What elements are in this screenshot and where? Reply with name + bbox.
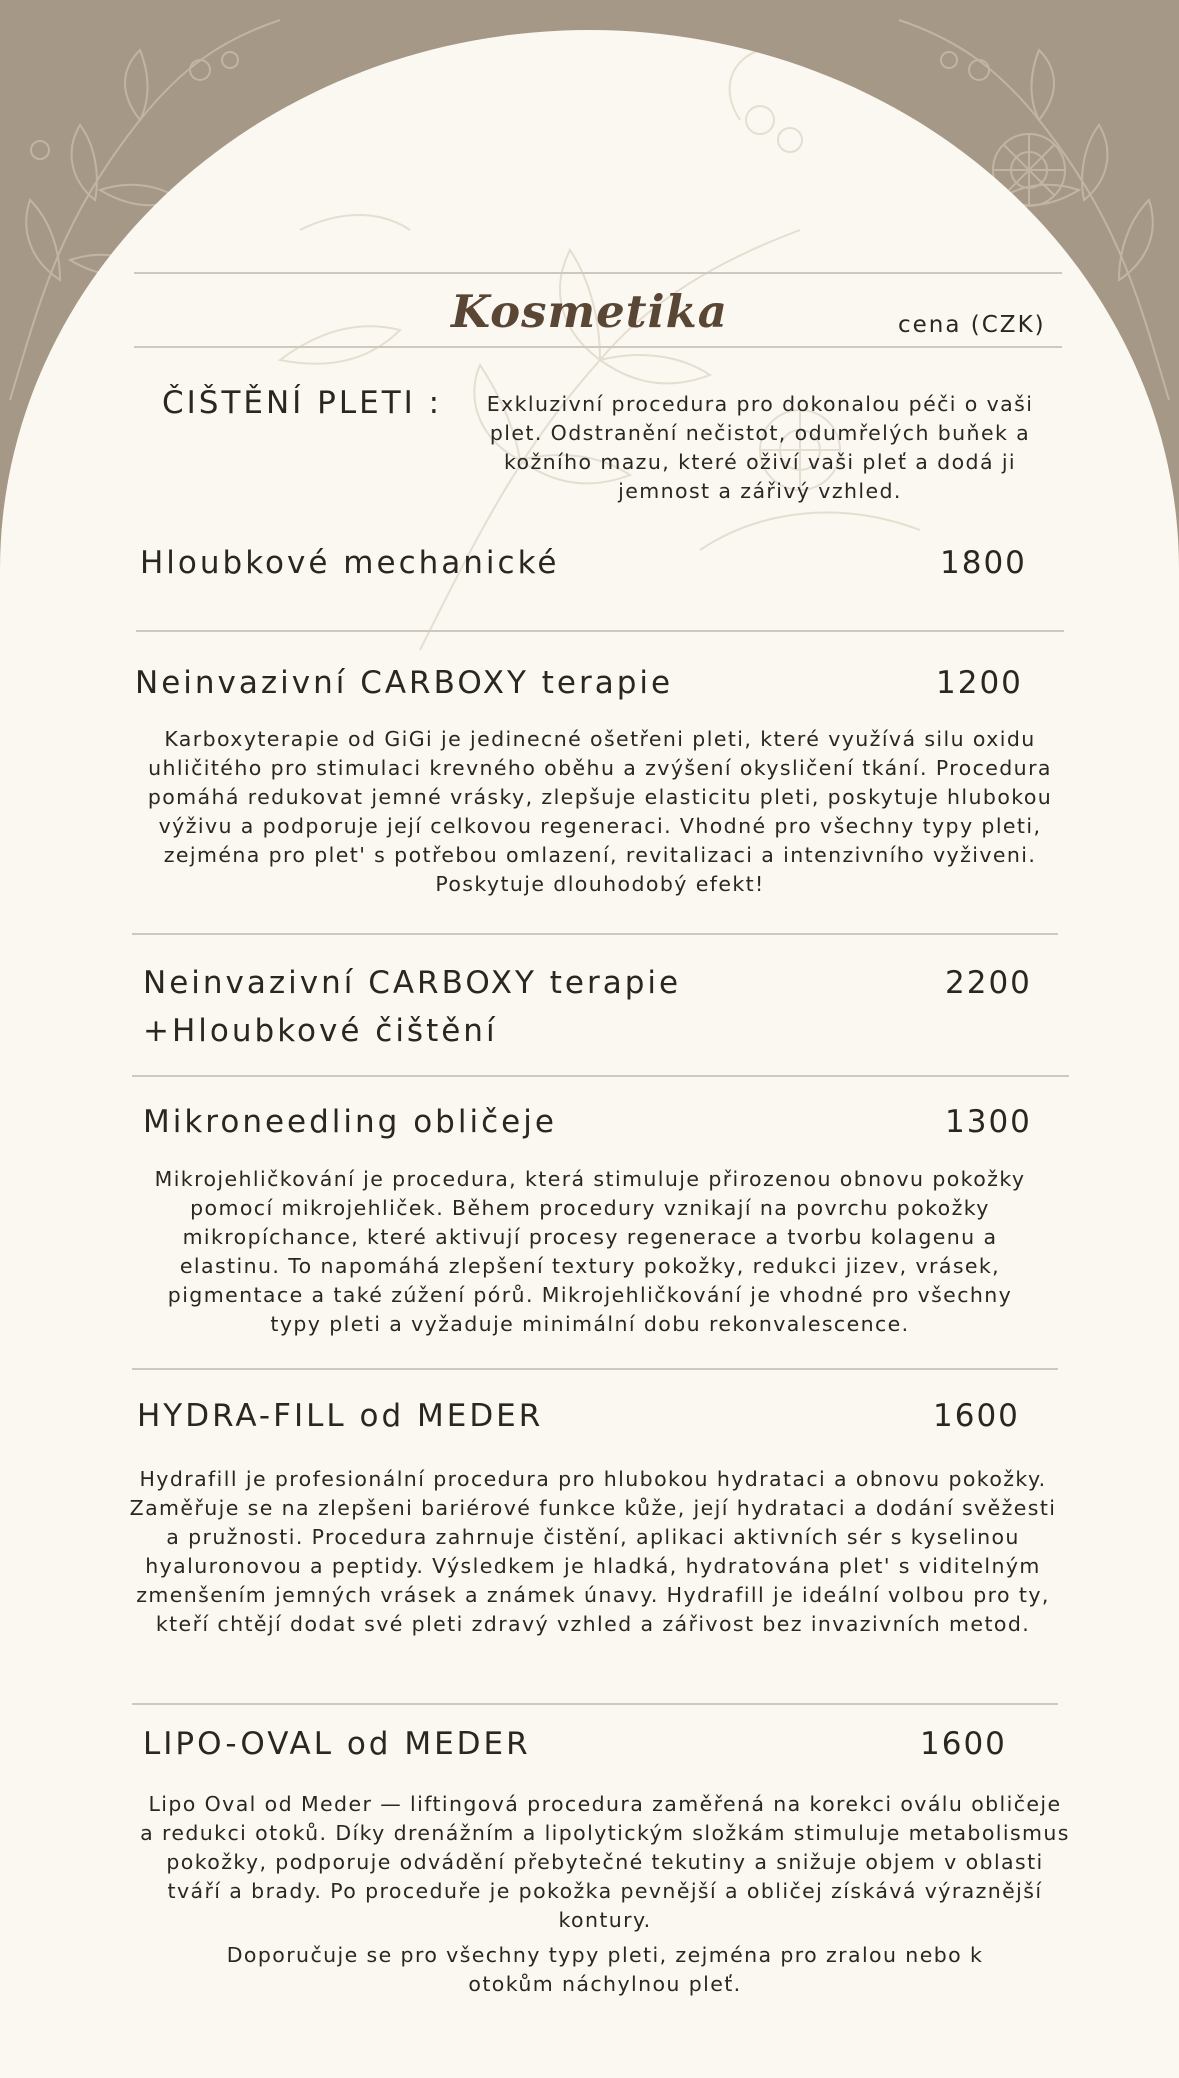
service-price: 1600	[920, 1726, 1007, 1762]
service-name: Neinvazivní CARBOXY terapie	[143, 965, 682, 1001]
service-description-paragraph: Lipo Oval od Meder — liftingová procedura zaměřená na korekci oválu obličeje a redukci otoků. Díky drenážním a lipolytickým složkám stimuluje metabolismus pokožky, podporuje odvádění přebytečné tekutiny a snižuje objem v oblasti tváří a brady. Po proceduře je pokožka pevnější a obličej získává výraznější kontury.	[140, 1792, 1070, 1932]
title-top-divider	[134, 272, 1062, 274]
service-description: Karboxyterapie od GiGi je jedinecné ošetřeni pleti, které využívá silu oxidu uhličitého pro stimulaci krevného oběhu a zvýšení okysličení tkání. Procedura pomáhá redukovat jemné vrásky, zlepšuje elasticitu pleti, poskytuje hlubokou výživu a podporuje její celkovou regeneraci. Vhodné pro všechny typy pleti, zejména pro plet' s potřebou omlazení, revitalizaci a intenzivního vyživeni. Poskytuje dlouhodobý efekt!	[147, 727, 1053, 896]
service-divider	[132, 1075, 1069, 1077]
price-column-header: cena (CZK)	[898, 312, 1046, 338]
service-description: Hydrafill je profesionální procedura pro hlubokou hydrataci a obnovu pokožky. Zaměřuje se na zlepšeni bariérové funkce kůže, její hydrataci a dodání svěžesti a pružnosti. Procedura zahrnuje čistění, aplikaci aktivních sér s kyselinou hyaluronovou a peptidy. Výsledkem je hladká, hydratována plet' s viditelným zmenšením jemných vrásek a známek únavy. Hydrafill je ideální volbou pro ty, kteří chtějí dodat své pleti zdravý vzhled a zářivost bez invazivních metod.	[129, 1467, 1057, 1636]
floral-background-decoration	[0, 30, 1179, 730]
service-name: LIPO-OVAL od MEDER	[143, 1726, 531, 1762]
service-name: HYDRA-FILL od MEDER	[137, 1398, 544, 1434]
service-price: 1300	[945, 1104, 1032, 1140]
service-price: 1800	[940, 545, 1027, 581]
service-description-paragraph: Doporučuje se pro všechny typy pleti, zejména pro zralou nebo k otokům náchylnou pleť.	[226, 1943, 984, 1996]
section-title: ČIŠTĚNÍ PLETI :	[162, 385, 443, 421]
service-description	[140, 1790, 1070, 1999]
service-price: 2200	[945, 965, 1032, 1001]
service-divider	[136, 630, 1064, 632]
service-name: Hloubkové mechanické	[140, 545, 560, 581]
service-divider	[132, 933, 1058, 935]
service-divider	[132, 1703, 1058, 1705]
service-name-line2: +Hloubkové čištění	[143, 1013, 498, 1049]
title-bottom-divider	[134, 346, 1062, 348]
service-name: Neinvazivní CARBOXY terapie	[135, 665, 674, 701]
service-description: Mikrojehličkování je procedura, která stimuluje přirozenou obnovu pokožky pomocí mikrojehliček. Během procedury vznikají na povrchu pokožky mikropíchance, které aktivují procesy regenerace a tvorbu kolagenu a elastinu. To napomáhá zlepšení textury pokožky, redukci jizev, vrásek, pigmentace a také zúžení pórů. Mikrojehličkování je vhodné pro všechny typy pleti a vyžaduje minimální dobu rekonvalescence.	[154, 1167, 1026, 1336]
service-name: Mikroneedling obličeje	[143, 1104, 557, 1140]
service-price: 1200	[936, 665, 1023, 701]
service-divider	[132, 1368, 1058, 1370]
page-title: Kosmetika	[451, 285, 728, 338]
section-description: Exkluzivní procedura pro dokonalou péči o vaši plet. Odstranění nečistot, odumřelých buňek a kožního mazu, které oživí vaši pleť a dodá ji jemnost a zářivý vzhled.	[486, 392, 1034, 503]
service-price: 1600	[933, 1398, 1020, 1434]
